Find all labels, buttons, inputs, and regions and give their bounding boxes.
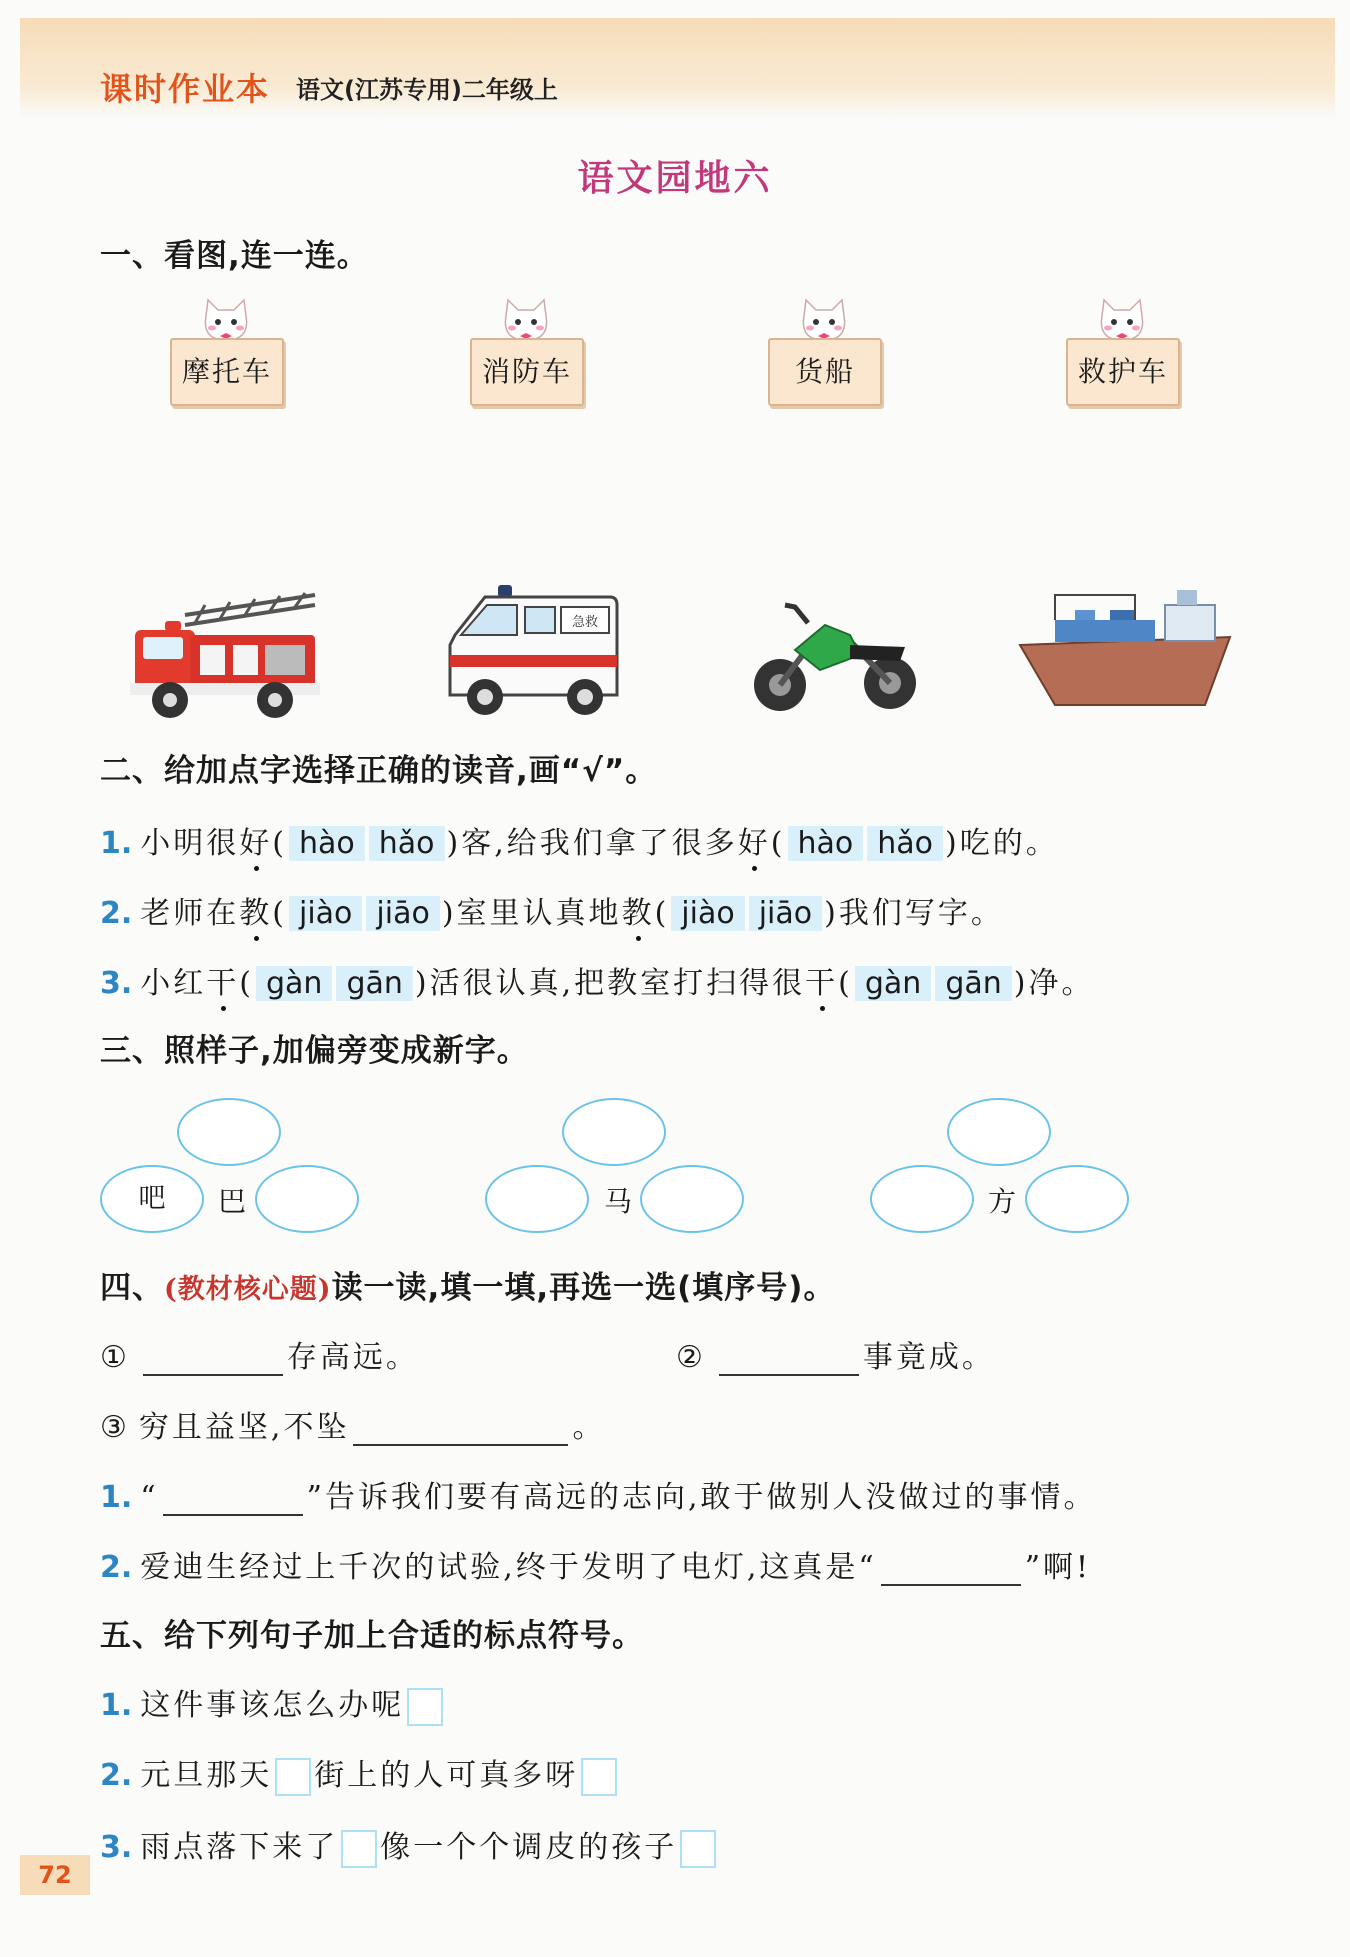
paren: ( — [654, 896, 670, 931]
idiom-question-1 — [100, 1472, 1097, 1516]
sentence-text: )活很认真,把教室打扫得很 — [414, 966, 806, 1001]
radical-answer-oval-top[interactable] — [562, 1098, 666, 1166]
paren: ( — [838, 966, 853, 1001]
option-text: 。 — [572, 1410, 606, 1445]
cat-icon — [198, 296, 254, 344]
option-text: 存高远。 — [286, 1340, 419, 1375]
ambulance-image[interactable] — [435, 575, 635, 725]
option-text: 穷且益坚,不坠 — [138, 1410, 350, 1445]
section4-heading — [100, 1262, 835, 1307]
sentence-text: 小明很 — [140, 826, 240, 861]
sentence-text: ”告诉我们要有高远的志向,敢于做别人没做过的事情。 — [306, 1480, 1097, 1515]
sentence-text: 老师在 — [140, 896, 240, 931]
quote-mark: “ — [140, 1480, 159, 1515]
pinyin-option[interactable]: jiào — [289, 896, 362, 931]
pinyin-option[interactable]: hào — [788, 826, 864, 861]
pinyin-option[interactable]: hǎo — [867, 826, 943, 861]
item-number: 1. — [100, 826, 133, 861]
section1-heading: 一、看图,连一连。 — [100, 238, 369, 274]
paren: ( — [239, 966, 254, 1001]
sign-fire-truck[interactable] — [460, 290, 600, 420]
cargo-ship-image[interactable] — [1015, 575, 1235, 725]
punctuation-box[interactable] — [341, 1830, 377, 1868]
pinyin-option[interactable]: gàn — [855, 966, 931, 1001]
dotted-char: 好 — [737, 826, 771, 861]
sign-cargo-ship[interactable] — [758, 290, 898, 420]
page-title: 语文园地六 — [577, 158, 773, 199]
sign-motorcycle[interactable] — [160, 290, 300, 420]
radical-answer-oval-left[interactable] — [485, 1165, 589, 1233]
item-number: 2. — [100, 896, 133, 931]
sentence-text: 像一个个调皮的孩子 — [380, 1830, 678, 1865]
ambulance-label: 急救 — [571, 615, 599, 630]
dotted-char: 教 — [239, 896, 273, 931]
brand-title: 课时作业本 — [100, 70, 271, 108]
pinyin-option[interactable]: jiāo — [749, 896, 822, 931]
sentence-text: 小红 — [140, 966, 207, 1001]
pronunciation-item-1 — [100, 818, 1059, 862]
dotted-char: 干 — [805, 966, 839, 1001]
pronunciation-item-3 — [100, 958, 1095, 1002]
dotted-char: 教 — [621, 896, 655, 931]
sentence-text: 爱迪生经过上千次的试验,终于发明了电灯,这真是“ — [140, 1550, 877, 1585]
motorcycle-image[interactable] — [740, 575, 940, 725]
radical-answer-oval-top[interactable] — [947, 1098, 1051, 1166]
heading-prefix: 四、 — [100, 1270, 164, 1306]
sentence-text: 街上的人可真多呀 — [314, 1758, 579, 1793]
sign-label: 货船 — [768, 338, 882, 406]
sentence-text: 雨点落下来了 — [140, 1830, 339, 1865]
idiom-question-2 — [100, 1542, 1091, 1586]
dotted-char: 干 — [206, 966, 240, 1001]
item-number: 3. — [100, 966, 133, 1001]
item-number: 1. — [100, 1688, 133, 1723]
book-info: 语文(江苏专用)二年级上 — [296, 76, 558, 104]
punctuation-item-3 — [100, 1822, 719, 1868]
sentence-text: )我们写字。 — [824, 896, 1004, 931]
punctuation-box[interactable] — [581, 1758, 617, 1796]
fill-blank[interactable] — [881, 1554, 1021, 1586]
page-number: 72 — [20, 1855, 90, 1895]
section2-heading: 二、给加点字选择正确的读音,画“√”。 — [100, 753, 658, 789]
sentence-text: 这件事该怎么办呢 — [140, 1688, 405, 1723]
sentence-text: )净。 — [1013, 966, 1095, 1001]
cat-icon — [498, 296, 554, 344]
punctuation-item-2 — [100, 1750, 620, 1796]
fill-blank[interactable] — [143, 1344, 283, 1376]
radical-answer-oval-top[interactable] — [177, 1098, 281, 1166]
radical-answer-oval-right[interactable] — [640, 1165, 744, 1233]
punctuation-box[interactable] — [680, 1830, 716, 1868]
punctuation-box[interactable] — [407, 1688, 443, 1726]
idiom-option-1 — [100, 1332, 419, 1376]
option-number: ③ — [100, 1410, 127, 1445]
pinyin-option[interactable]: gān — [336, 966, 412, 1001]
sign-label: 救护车 — [1066, 338, 1180, 406]
idiom-option-2 — [676, 1332, 995, 1376]
sign-label: 摩托车 — [170, 338, 284, 406]
punctuation-item-1 — [100, 1680, 446, 1726]
heading-text: 读一读,填一填,再选一选(填序号)。 — [331, 1270, 836, 1306]
pinyin-option[interactable]: jiāo — [366, 896, 439, 931]
radical-answer-oval-right[interactable] — [1025, 1165, 1129, 1233]
pinyin-option[interactable]: gān — [935, 966, 1011, 1001]
sign-label: 消防车 — [470, 338, 584, 406]
fill-blank[interactable] — [353, 1414, 568, 1446]
punctuation-box[interactable] — [275, 1758, 311, 1796]
cat-icon — [1094, 296, 1150, 344]
sentence-text: )室里认真地 — [441, 896, 622, 931]
pinyin-option[interactable]: hǎo — [369, 826, 445, 861]
radical-answer-oval-right[interactable] — [255, 1165, 359, 1233]
item-number: 2. — [100, 1550, 133, 1585]
sentence-text: )客,给我们拿了很多 — [446, 826, 738, 861]
radical-answer-oval-left[interactable] — [870, 1165, 974, 1233]
paren: ( — [272, 896, 287, 931]
fire-truck-image[interactable] — [125, 575, 325, 725]
section5-heading: 五、给下列句子加上合适的标点符号。 — [100, 1618, 644, 1654]
paren: ( — [770, 826, 786, 861]
cat-icon — [796, 296, 852, 344]
radical-example-oval: 吧 — [100, 1165, 204, 1233]
pinyin-option[interactable]: gàn — [256, 966, 332, 1001]
dotted-char: 好 — [239, 826, 273, 861]
core-question-tag: (教材核心题) — [164, 1274, 332, 1305]
pinyin-option[interactable]: jiào — [671, 896, 744, 931]
item-number: 2. — [100, 1758, 133, 1793]
idiom-option-3 — [100, 1402, 605, 1446]
paren: ( — [272, 826, 287, 861]
option-number: ① — [100, 1340, 127, 1375]
pinyin-option[interactable]: hào — [289, 826, 365, 861]
option-text: 事竟成。 — [862, 1340, 995, 1375]
pronunciation-item-2 — [100, 888, 1004, 932]
base-character: 马 — [604, 1185, 633, 1218]
base-character: 方 — [988, 1185, 1017, 1218]
fill-blank[interactable] — [163, 1484, 303, 1516]
option-number: ② — [676, 1340, 703, 1375]
item-number: 1. — [100, 1480, 133, 1515]
base-character: 巴 — [218, 1185, 247, 1218]
sentence-text: ”啊! — [1024, 1550, 1092, 1585]
section3-heading: 三、照样子,加偏旁变成新字。 — [100, 1033, 529, 1069]
item-number: 3. — [100, 1830, 133, 1865]
sentence-text: )吃的。 — [945, 826, 1059, 861]
sentence-text: 元旦那天 — [140, 1758, 273, 1793]
sign-ambulance[interactable] — [1056, 290, 1196, 420]
fill-blank[interactable] — [719, 1344, 859, 1376]
